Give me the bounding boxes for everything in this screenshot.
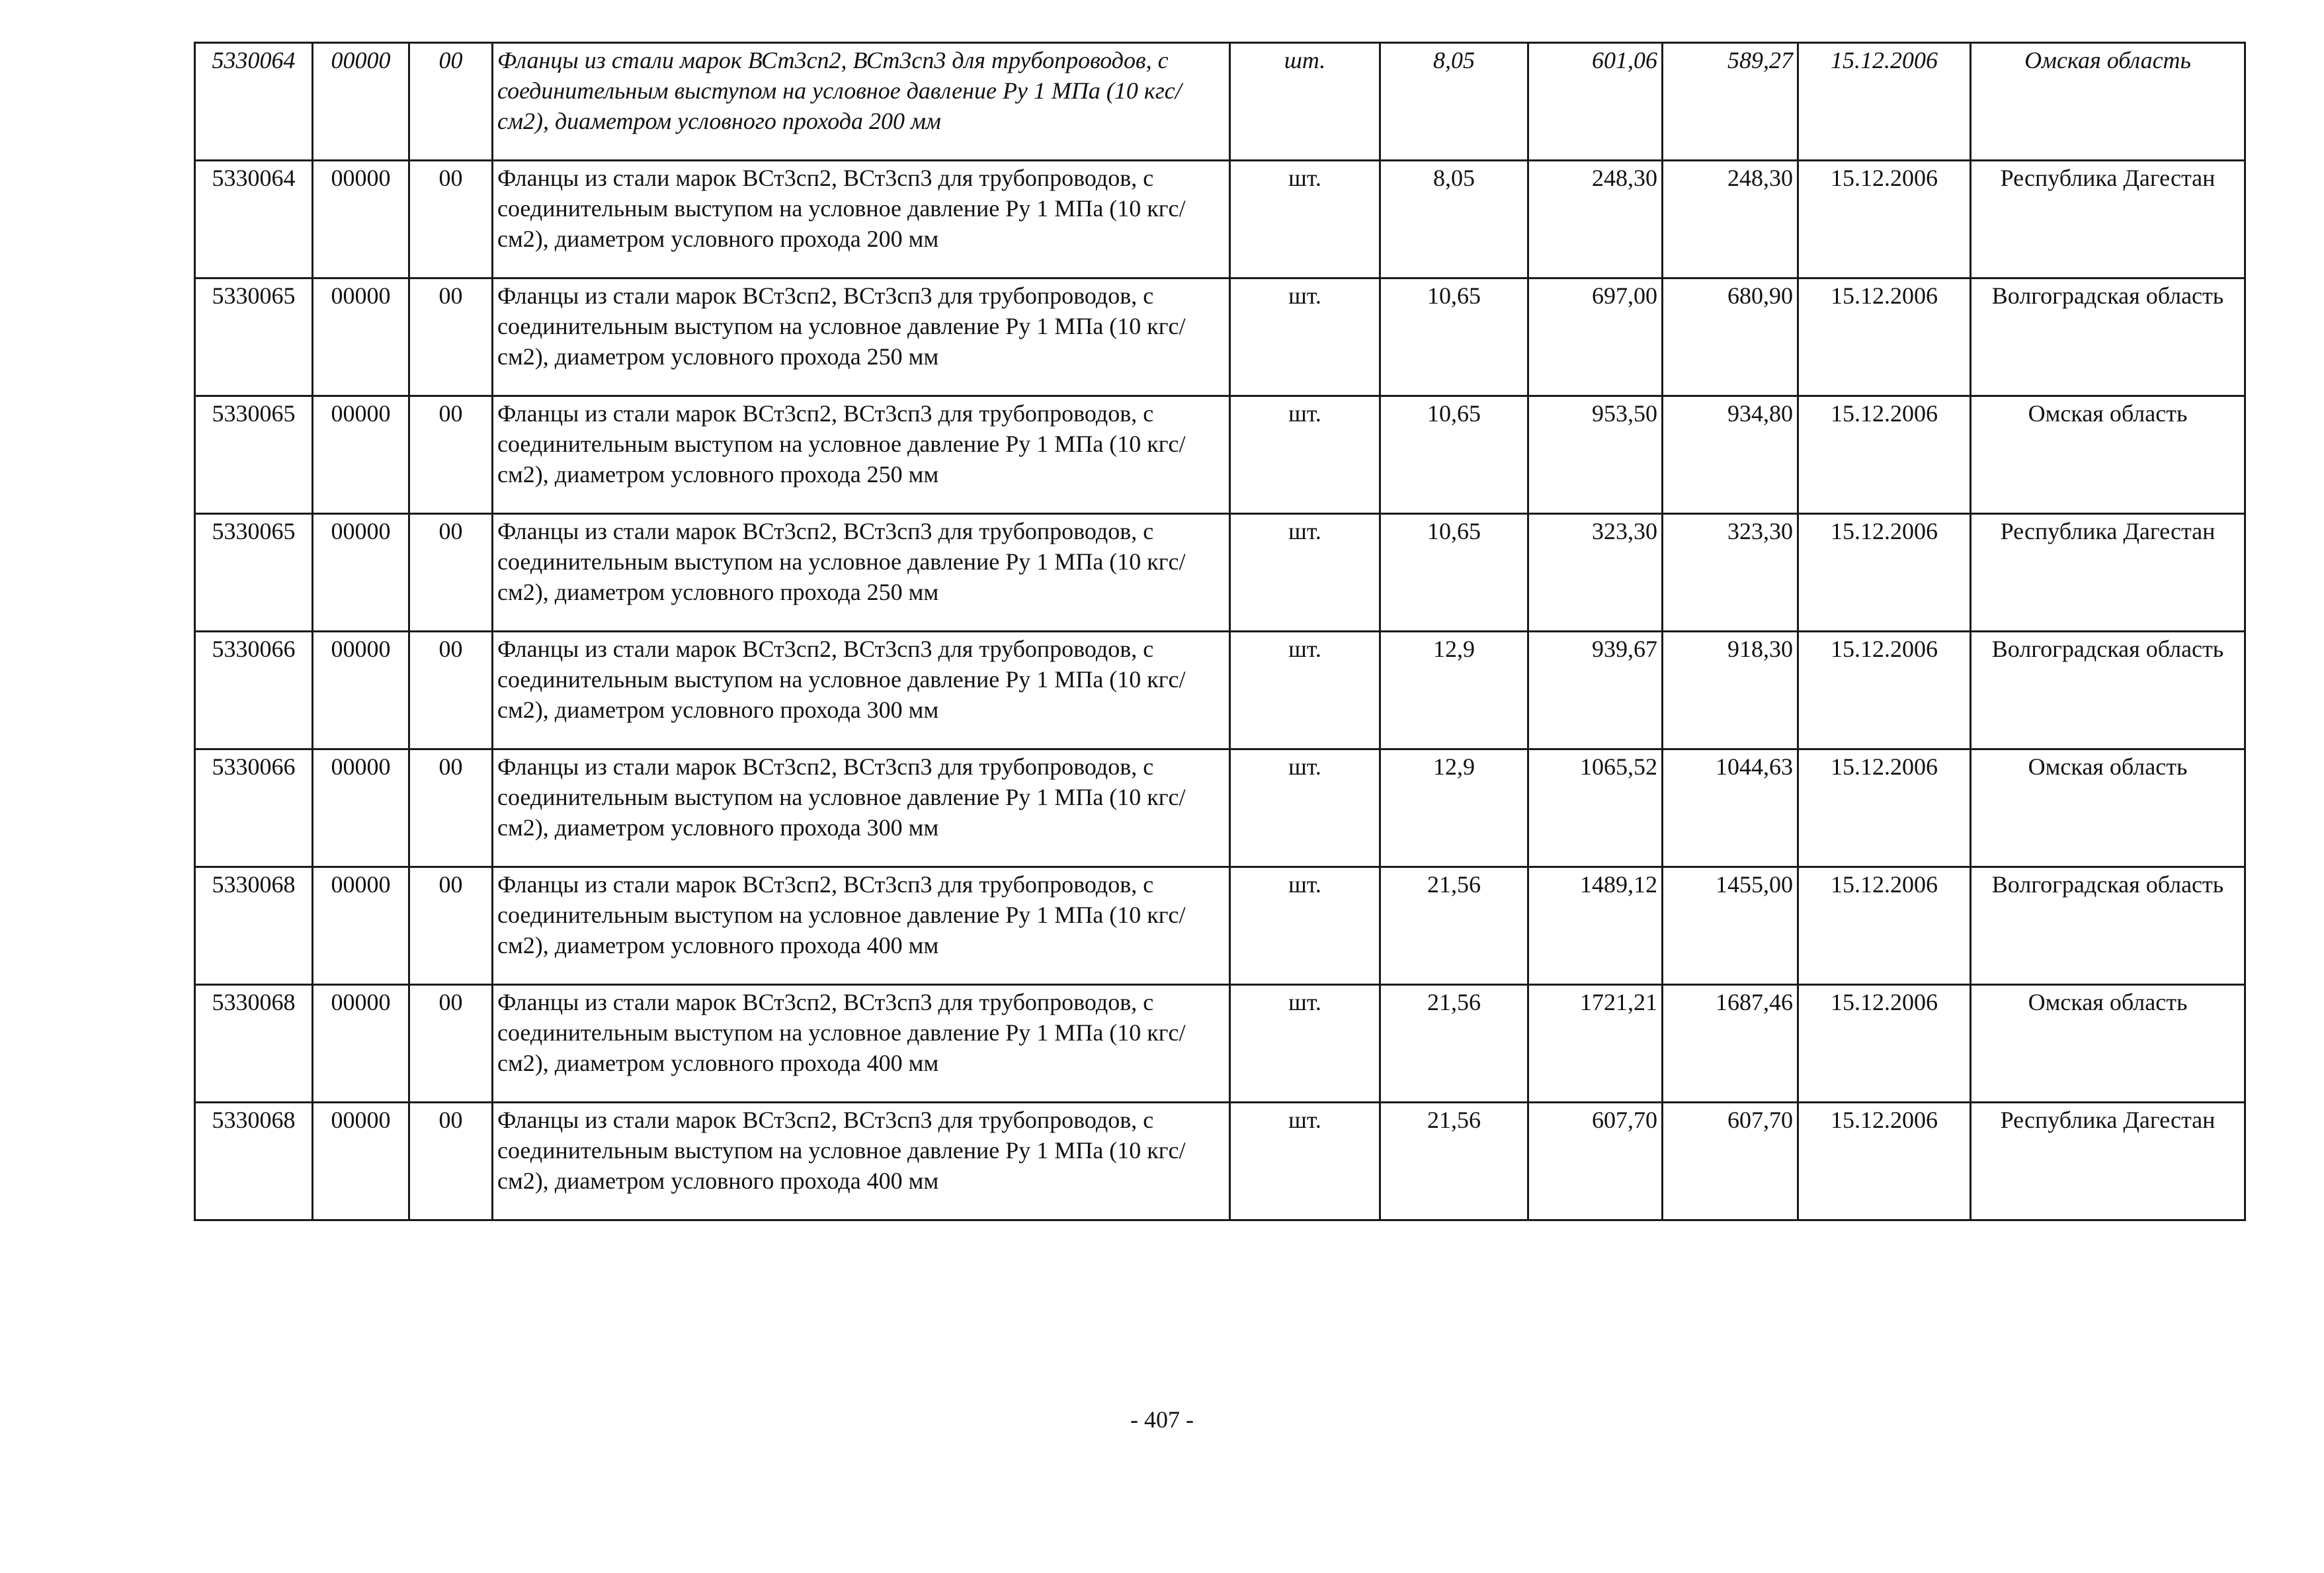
description: Фланцы из стали марок ВСт3сп2, ВСт3сп3 для трубопроводов, с соединительным выступом на условное давление Ру 1 МПа (10 кгс/см2), диаметром условного прохода 200 мм (493, 161, 1230, 278)
price: 248,30 (1663, 161, 1798, 278)
product-code: 5330065 (195, 278, 313, 396)
date: 15.12.2006 (1798, 396, 1971, 514)
price-with-vat: 953,50 (1528, 396, 1663, 514)
price: 607,70 (1663, 1103, 1798, 1220)
suffix-code: 00 (409, 632, 493, 749)
product-code: 5330065 (195, 514, 313, 632)
suffix-code: 00 (409, 278, 493, 396)
description: Фланцы из стали марок ВСт3сп2, ВСт3сп3 для трубопроводов, с соединительным выступом на условное давление Ру 1 МПа (10 кгс/см2), диаметром условного прохода 250 мм (493, 278, 1230, 396)
suffix-code: 00 (409, 396, 493, 514)
table-row (195, 985, 2245, 1103)
date: 15.12.2006 (1798, 1103, 1971, 1220)
sub-code: 00000 (313, 396, 409, 514)
weight: 21,56 (1380, 985, 1528, 1103)
sub-code: 00000 (313, 514, 409, 632)
sub-code: 00000 (313, 749, 409, 867)
date: 15.12.2006 (1798, 749, 1971, 867)
weight: 21,56 (1380, 1103, 1528, 1220)
description: Фланцы из стали марок ВСт3сп2, ВСт3сп3 для трубопроводов, с соединительным выступом на условное давление Ру 1 МПа (10 кгс/см2), диаметром условного прохода 400 мм (493, 867, 1230, 985)
description: Фланцы из стали марок ВСт3сп2, ВСт3сп3 для трубопроводов, с соединительным выступом на условное давление Ру 1 МПа (10 кгс/см2), диаметром условного прохода 250 мм (493, 396, 1230, 514)
table-row (195, 1103, 2245, 1220)
price-with-vat: 601,06 (1528, 43, 1663, 161)
description: Фланцы из стали марок ВСт3сп2, ВСт3сп3 для трубопроводов, с соединительным выступом на условное давление Ру 1 МПа (10 кгс/см2), диаметром условного прохода 400 мм (493, 1103, 1230, 1220)
region: Волгоградская область (1971, 632, 2245, 749)
region: Омская область (1971, 985, 2245, 1103)
description: Фланцы из стали марок ВСт3сп2, ВСт3сп3 для трубопроводов, с соединительным выступом на условное давление Ру 1 МПа (10 кгс/см2), диаметром условного прохода 300 мм (493, 749, 1230, 867)
table-row (195, 514, 2245, 632)
date: 15.12.2006 (1798, 43, 1971, 161)
price-with-vat: 607,70 (1528, 1103, 1663, 1220)
date: 15.12.2006 (1798, 161, 1971, 278)
weight: 12,9 (1380, 632, 1528, 749)
price-with-vat: 1065,52 (1528, 749, 1663, 867)
weight: 10,65 (1380, 278, 1528, 396)
sub-code: 00000 (313, 1103, 409, 1220)
price-with-vat: 1489,12 (1528, 867, 1663, 985)
sub-code: 00000 (313, 985, 409, 1103)
product-code: 5330064 (195, 161, 313, 278)
unit: шт. (1230, 278, 1380, 396)
weight: 8,05 (1380, 161, 1528, 278)
weight: 8,05 (1380, 43, 1528, 161)
page-number: - 407 - (1130, 1406, 1194, 1433)
suffix-code: 00 (409, 749, 493, 867)
product-code: 5330064 (195, 43, 313, 161)
product-code: 5330066 (195, 632, 313, 749)
table-row (195, 749, 2245, 867)
date: 15.12.2006 (1798, 514, 1971, 632)
weight: 10,65 (1380, 396, 1528, 514)
date: 15.12.2006 (1798, 632, 1971, 749)
unit: шт. (1230, 396, 1380, 514)
unit: шт. (1230, 1103, 1380, 1220)
table-row (195, 161, 2245, 278)
product-code: 5330068 (195, 985, 313, 1103)
price: 1044,63 (1663, 749, 1798, 867)
description: Фланцы из стали марок ВСт3сп2, ВСт3сп3 для трубопроводов, с соединительным выступом на условное давление Ру 1 МПа (10 кгс/см2), диаметром условного прохода 200 мм (493, 43, 1230, 161)
unit: шт. (1230, 43, 1380, 161)
description: Фланцы из стали марок ВСт3сп2, ВСт3сп3 для трубопроводов, с соединительным выступом на условное давление Ру 1 МПа (10 кгс/см2), диаметром условного прохода 400 мм (493, 985, 1230, 1103)
region: Республика Дагестан (1971, 514, 2245, 632)
price: 589,27 (1663, 43, 1798, 161)
description: Фланцы из стали марок ВСт3сп2, ВСт3сп3 для трубопроводов, с соединительным выступом на условное давление Ру 1 МПа (10 кгс/см2), диаметром условного прохода 300 мм (493, 632, 1230, 749)
date: 15.12.2006 (1798, 278, 1971, 396)
table-row (195, 396, 2245, 514)
table-row (195, 43, 2245, 161)
product-code: 5330065 (195, 396, 313, 514)
weight: 12,9 (1380, 749, 1528, 867)
product-code: 5330068 (195, 1103, 313, 1220)
price: 934,80 (1663, 396, 1798, 514)
unit: шт. (1230, 632, 1380, 749)
weight: 21,56 (1380, 867, 1528, 985)
table-row (195, 278, 2245, 396)
region: Волгоградская область (1971, 867, 2245, 985)
date: 15.12.2006 (1798, 985, 1971, 1103)
unit: шт. (1230, 985, 1380, 1103)
price: 680,90 (1663, 278, 1798, 396)
price: 1687,46 (1663, 985, 1798, 1103)
suffix-code: 00 (409, 867, 493, 985)
weight: 10,65 (1380, 514, 1528, 632)
sub-code: 00000 (313, 161, 409, 278)
price-with-vat: 1721,21 (1528, 985, 1663, 1103)
date: 15.12.2006 (1798, 867, 1971, 985)
region: Республика Дагестан (1971, 1103, 2245, 1220)
region: Волгоградская область (1971, 278, 2245, 396)
sub-code: 00000 (313, 43, 409, 161)
price-with-vat: 697,00 (1528, 278, 1663, 396)
product-code: 5330066 (195, 749, 313, 867)
price-table (194, 42, 2246, 1221)
region: Омская область (1971, 43, 2245, 161)
suffix-code: 00 (409, 985, 493, 1103)
suffix-code: 00 (409, 1103, 493, 1220)
sub-code: 00000 (313, 867, 409, 985)
sub-code: 00000 (313, 632, 409, 749)
table-row (195, 632, 2245, 749)
price-with-vat: 248,30 (1528, 161, 1663, 278)
region: Омская область (1971, 749, 2245, 867)
suffix-code: 00 (409, 161, 493, 278)
price: 1455,00 (1663, 867, 1798, 985)
description: Фланцы из стали марок ВСт3сп2, ВСт3сп3 для трубопроводов, с соединительным выступом на условное давление Ру 1 МПа (10 кгс/см2), диаметром условного прохода 250 мм (493, 514, 1230, 632)
region: Республика Дагестан (1971, 161, 2245, 278)
unit: шт. (1230, 161, 1380, 278)
suffix-code: 00 (409, 514, 493, 632)
unit: шт. (1230, 749, 1380, 867)
sub-code: 00000 (313, 278, 409, 396)
table-row (195, 867, 2245, 985)
unit: шт. (1230, 867, 1380, 985)
price: 323,30 (1663, 514, 1798, 632)
suffix-code: 00 (409, 43, 493, 161)
region: Омская область (1971, 396, 2245, 514)
product-code: 5330068 (195, 867, 313, 985)
unit: шт. (1230, 514, 1380, 632)
price: 918,30 (1663, 632, 1798, 749)
price-with-vat: 323,30 (1528, 514, 1663, 632)
price-with-vat: 939,67 (1528, 632, 1663, 749)
